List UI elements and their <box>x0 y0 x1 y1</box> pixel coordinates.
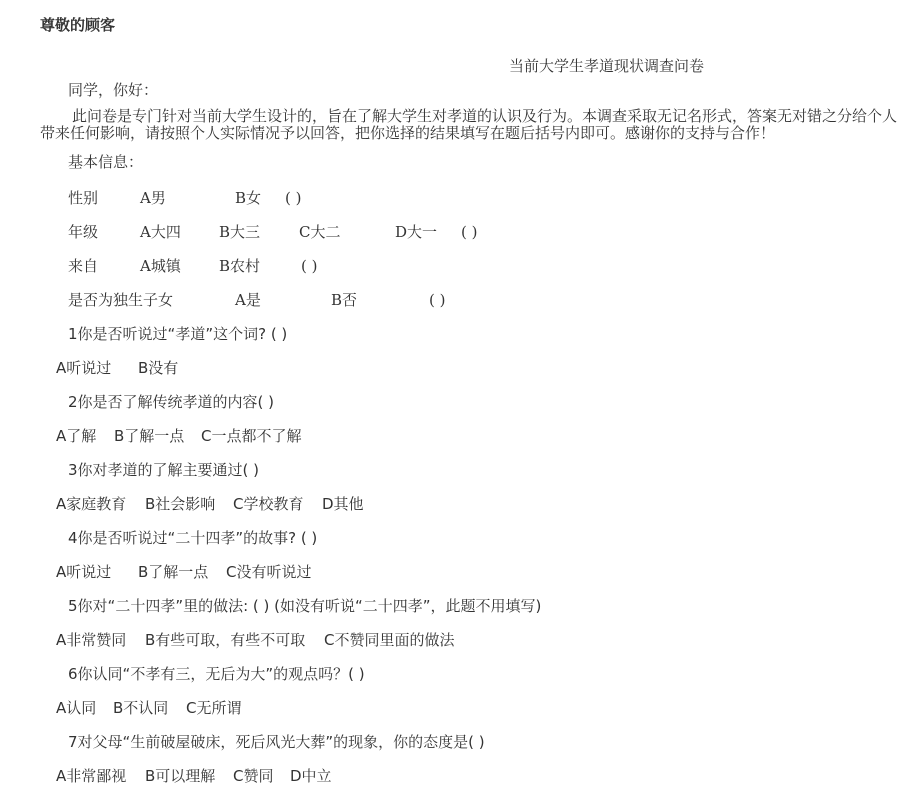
question-2-option-b: B了解一点 <box>114 427 185 445</box>
question-5-option-a: A非常赞同 <box>56 631 127 649</box>
grade-option-c: C大二 <box>299 223 341 241</box>
question-1-option-a: A听说过 <box>56 359 112 377</box>
question-5-option-c: C不赞同里面的做法 <box>324 631 455 649</box>
gender-option-b: B女 <box>235 189 262 207</box>
question-3-text: 3你对孝道的了解主要通过( ) <box>68 461 260 479</box>
question-4-option-a: A听说过 <box>56 563 112 581</box>
question-3-option-b: B社会影响 <box>145 495 216 513</box>
gender-label: 性别 <box>68 189 99 207</box>
intro-paragraph: 此问卷是专门针对当前大学生设计的，旨在了解大学生对孝道的认识及行为。本调查采取无记名形式，答案无对错之分给个人带来任何影响，请按照个人实际情况予以回答，把你选择的结果填写在题后括号内即可。感谢你的支持与合作！ <box>40 107 898 142</box>
basic-info-label: 基本信息： <box>68 153 144 171</box>
salutation: 同学，你好： <box>68 81 159 99</box>
question-6-option-a: A认同 <box>56 699 97 717</box>
grade-option-a: A大四 <box>140 223 181 241</box>
origin-option-b: B农村 <box>219 257 261 275</box>
origin-label: 来自 <box>68 257 99 275</box>
question-1-text: 1你是否听说过“孝道”这个词? ( ) <box>68 325 288 343</box>
question-3-option-d: D其他 <box>322 495 364 513</box>
question-2-option-a: A了解 <box>56 427 97 445</box>
greeting: 尊敬的顾客 <box>40 16 116 34</box>
question-6-option-b: B不认同 <box>113 699 169 717</box>
only-child-option-a: A是 <box>235 291 261 309</box>
question-6-text: 6你认同“不孝有三，无后为大”的观点吗？( ) <box>68 665 365 683</box>
origin-option-a: A城镇 <box>140 257 181 275</box>
question-4-option-b: B了解一点 <box>138 563 209 581</box>
question-5-text: 5你对“二十四孝”里的做法: ( ) (如没有听说“二十四孝”，此题不用填写) <box>68 597 542 615</box>
only-child-label: 是否为独生子女 <box>68 291 174 309</box>
question-4-option-c: C没有听说过 <box>226 563 312 581</box>
question-7-option-a: A非常鄙视 <box>56 767 127 785</box>
grade-label: 年级 <box>68 223 99 241</box>
question-7-option-b: B可以理解 <box>145 767 216 785</box>
question-6-option-c: C无所谓 <box>186 699 242 717</box>
only-child-option-b: B否 <box>331 291 358 309</box>
question-4-text: 4你是否听说过“二十四孝”的故事? ( ) <box>68 529 318 547</box>
survey-title: 当前大学生孝道现状调查问卷 <box>509 57 705 75</box>
only-child-answer-blank: ( ) <box>429 291 446 309</box>
question-3-option-a: A家庭教育 <box>56 495 127 513</box>
grade-option-b: B大三 <box>219 223 261 241</box>
question-2-option-c: C一点都不了解 <box>201 427 302 445</box>
question-1-option-b: B没有 <box>138 359 179 377</box>
gender-answer-blank: ( ) <box>285 189 302 207</box>
question-7-option-d: D中立 <box>290 767 332 785</box>
question-7-text: 7对父母“生前破屋破床，死后风光大葬”的现象，你的态度是( ) <box>68 733 485 751</box>
question-2-text: 2你是否了解传统孝道的内容( ) <box>68 393 275 411</box>
origin-answer-blank: ( ) <box>301 257 318 275</box>
gender-option-a: A男 <box>140 189 166 207</box>
question-7-option-c: C赞同 <box>233 767 274 785</box>
question-5-option-b: B有些可取，有些不可取 <box>145 631 306 649</box>
grade-option-d: D大一 <box>395 223 438 241</box>
question-3-option-c: C学校教育 <box>233 495 304 513</box>
grade-answer-blank: ( ) <box>461 223 478 241</box>
